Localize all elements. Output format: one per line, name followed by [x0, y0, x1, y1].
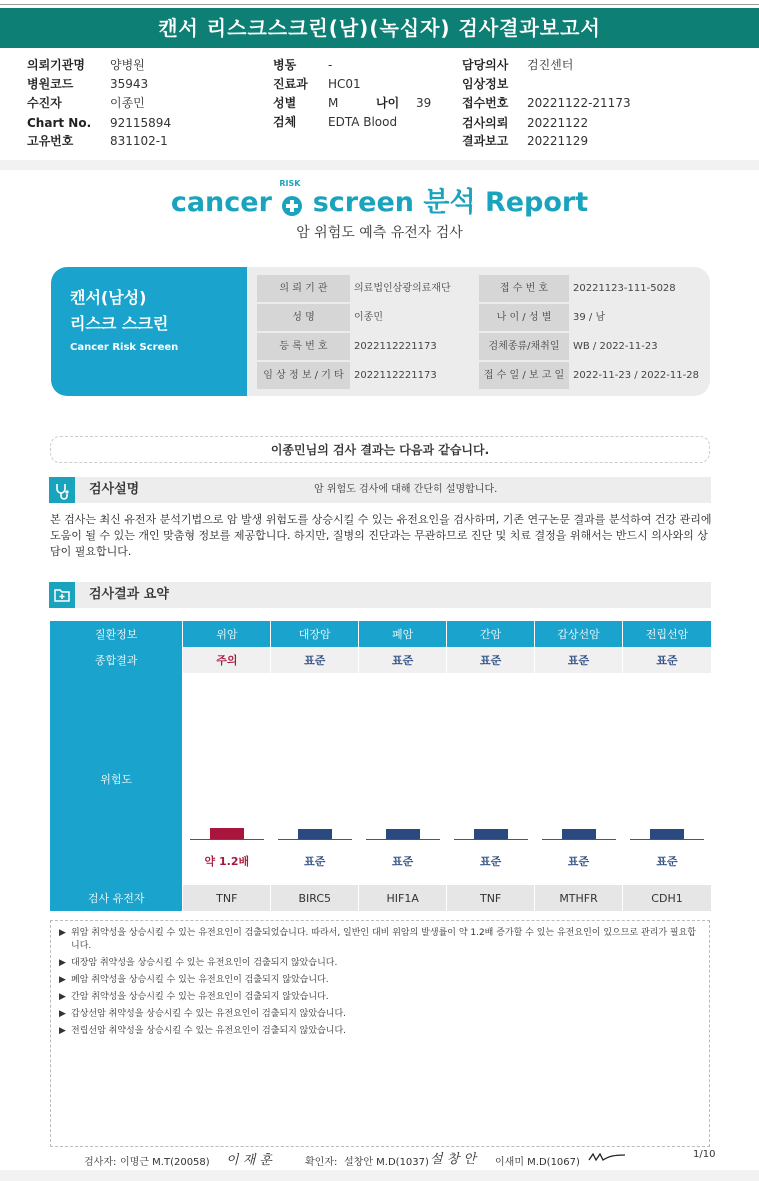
tester-name: 이명근 M.T(20058) [120, 1157, 210, 1168]
report-logo [0, 180, 759, 219]
risk-bar [298, 829, 332, 839]
header-value: 20221122 [527, 116, 589, 130]
col-header: 위암 [183, 621, 271, 647]
info-row [257, 304, 707, 331]
col-header: 대장암 [271, 621, 359, 647]
banner-title-1: 캔서(남성) [70, 288, 147, 307]
header-separator [0, 160, 759, 170]
info-value: 2022-11-23 / 2022-11-28 [573, 370, 699, 381]
section-subtitle: 암 위험도 검사에 대해 간단히 설명합니다. [314, 484, 498, 495]
risk-bar [474, 829, 508, 839]
info-value: 이종민 [354, 312, 383, 323]
plus-circle-icon [281, 195, 303, 217]
header-key: 접수번호 [462, 96, 509, 110]
col-header: 갑상선암 [535, 621, 623, 647]
greeting-message: 이종민님의 검사 결과는 다음과 같습니다. [50, 436, 710, 463]
risk-label: 표준 [479, 855, 502, 868]
table-header-row [50, 621, 712, 647]
confirm-name-2-text: 이새미 M.D(1067) [495, 1157, 580, 1168]
confirm-name-1: 설창안 M.D(1037) [344, 1157, 429, 1168]
triangle-bullet-icon: ▶ [59, 958, 66, 968]
row-label-disease: 질환정보 [50, 621, 183, 647]
section-result-summary [49, 582, 711, 608]
risk-cell [623, 673, 712, 885]
note-text: 갑상선암 취약성을 상승시킬 수 있는 유전요인이 검출되지 않았습니다. [71, 1009, 347, 1019]
risk-label: 표준 [656, 855, 678, 868]
summary-cell: 표준 [271, 647, 359, 673]
header-value: 92115894 [110, 116, 172, 130]
triangle-bullet-icon: ▶ [59, 1009, 66, 1019]
header-key: 담당의사 [462, 58, 509, 72]
risk-baseline [542, 839, 616, 840]
col-header: 전립선암 [623, 621, 712, 647]
info-label: 등 록 번 호 [257, 333, 350, 360]
info-value: 20221123-111-5028 [573, 283, 676, 294]
report-title: 캔서 리스크스크린(남)(녹십자) 검사결과보고서 [0, 8, 759, 48]
risk-label: 약 1.2배 [204, 855, 250, 868]
note-item [59, 1008, 701, 1021]
triangle-bullet-icon: ▶ [59, 1026, 66, 1036]
test-description: 본 검사는 최신 유전자 분석기법으로 암 발생 위험도를 상승시킬 수 있는 유전요인을 검사하며, 기존 연구논문 결과를 분석하여 건강 관리에 도움이 될 수 있는 개인 맞춤형 정보를 제공합니다. 하지만, 질병의 진단과는 무관하므로 진단 및 치료 결정을 위해서는 반드시 의사와의 상담이 필요합니다. [50, 513, 712, 558]
summary-cell: 표준 [623, 647, 712, 673]
info-row [257, 362, 707, 389]
header-key: 성별 [273, 96, 297, 110]
info-value: 의료법인삼광의료재단 [354, 283, 451, 294]
col-header: 간암 [447, 621, 535, 647]
risk-baseline [278, 839, 352, 840]
note-text: 위암 취약성을 상승시킬 수 있는 유전요인이 검출되었습니다. 따라서, 일반인 대비 위암의 발생률이 약 1.2배 증가할 수 있는 유전요인이 있으므로 관리가 필요합니다. [71, 928, 696, 951]
row-label-risk: 위험도 [50, 673, 183, 885]
risk-label: 표준 [392, 855, 414, 868]
header-key: 검체 [273, 115, 297, 129]
risk-label: 표준 [304, 855, 326, 868]
logo-cancer: cancer [170, 187, 272, 218]
header-value: 831102-1 [110, 134, 168, 148]
header-key: 의뢰기관명 [27, 58, 85, 72]
confirm-signature-1: 설 창 안 [430, 1152, 476, 1167]
header-key: 고유번호 [27, 134, 74, 148]
gene-cell: BIRC5 [271, 885, 359, 911]
info-row [257, 275, 707, 302]
info-box [51, 267, 710, 396]
info-label: 임 상 정 보 / 기 타 [257, 362, 350, 389]
summary-cell: 표준 [359, 647, 447, 673]
note-text: 전립선암 취약성을 상승시킬 수 있는 유전요인이 검출되지 않았습니다. [71, 1026, 347, 1036]
section-test-description [49, 477, 711, 503]
risk-baseline [366, 839, 440, 840]
info-label: 접 수 일 / 보 고 일 [479, 362, 569, 389]
signature-scribble-icon [587, 1150, 627, 1164]
banner-title-3: Cancer Risk Screen [70, 342, 179, 353]
info-label: 의 뢰 기 관 [257, 275, 350, 302]
row-label-gene: 검사 유전자 [50, 885, 183, 911]
triangle-bullet-icon: ▶ [59, 992, 66, 1002]
gene-cell: HIF1A [359, 885, 447, 911]
note-text: 폐암 취약성을 상승시킬 수 있는 유전요인이 검출되지 않았습니다. [71, 975, 329, 985]
header-key: 병동 [273, 58, 297, 72]
header-value: M [328, 96, 339, 110]
gene-cell: MTHFR [535, 885, 623, 911]
risk-baseline [630, 839, 704, 840]
header-value: 20221122-21173 [527, 96, 631, 110]
header-value: 35943 [110, 77, 149, 91]
info-value: 2022112221173 [354, 341, 437, 352]
section-title: 검사설명 [89, 482, 140, 497]
gene-cell: CDH1 [623, 885, 712, 911]
logo-screen: screen [312, 187, 414, 218]
row-label-summary: 종합결과 [50, 647, 183, 673]
banner-title-2: 리스크 스크린 [70, 314, 169, 333]
col-header: 폐암 [359, 621, 447, 647]
summary-cell: 표준 [447, 647, 535, 673]
note-text: 간암 취약성을 상승시킬 수 있는 유전요인이 검출되지 않았습니다. [71, 992, 329, 1002]
result-notes [50, 920, 710, 1147]
summary-cell: 표준 [535, 647, 623, 673]
risk-cell [359, 673, 447, 885]
note-text: 대장암 취약성을 상승시킬 수 있는 유전요인이 검출되지 않았습니다. [71, 958, 338, 968]
risk-baseline [190, 839, 264, 840]
header-value: EDTA Blood [328, 115, 398, 129]
note-item [59, 957, 701, 970]
note-item [59, 991, 701, 1004]
risk-bar [210, 828, 244, 839]
risk-cell [535, 673, 623, 885]
header-value: 양병원 [110, 58, 145, 72]
info-value: 39 / 남 [573, 312, 606, 323]
header-key: 진료과 [273, 77, 308, 91]
triangle-bullet-icon: ▶ [59, 928, 66, 938]
header-key: 검사의뢰 [462, 116, 509, 130]
risk-bar [562, 829, 596, 839]
info-label: 나 이 / 성 별 [479, 304, 569, 331]
info-label: 접 수 번 호 [479, 275, 569, 302]
risk-cell [183, 673, 271, 885]
age-key: 나이 [376, 96, 400, 110]
header-value: HC01 [328, 77, 361, 91]
summary-row [50, 647, 712, 673]
report-subtitle: 암 위험도 예측 유전자 검사 [296, 225, 463, 241]
risk-label: 표준 [567, 855, 590, 868]
info-value: WB / 2022-11-23 [573, 341, 658, 352]
folder-plus-icon [49, 582, 75, 608]
confirm-name-2 [495, 1153, 580, 1168]
confirm-label: 확인자: [305, 1157, 338, 1168]
gene-cell: TNF [183, 885, 271, 911]
page-number: 1/10 [693, 1149, 716, 1160]
gene-cell: TNF [447, 885, 535, 911]
info-label: 검체종류/채취일 [479, 333, 569, 360]
stethoscope-icon [49, 477, 75, 503]
age-value: 39 [416, 96, 432, 110]
risk-cell [447, 673, 535, 885]
result-table [50, 621, 712, 911]
tester-signature: 이 재 훈 [226, 1153, 272, 1168]
info-value: 2022112221173 [354, 370, 437, 381]
section-title: 검사결과 요약 [89, 587, 169, 602]
header-key: 결과보고 [462, 134, 509, 148]
info-label: 성 명 [257, 304, 350, 331]
logo-risk-text: RISK [279, 178, 301, 188]
risk-baseline [454, 839, 528, 840]
logo-risk-mark [279, 178, 303, 215]
note-item [59, 1025, 701, 1038]
summary-cell: 주의 [183, 647, 271, 673]
risk-row [50, 673, 712, 885]
header-key: 병원코드 [27, 77, 74, 91]
triangle-bullet-icon: ▶ [59, 975, 66, 985]
header-value: 이종민 [110, 96, 145, 110]
header-value: 20221129 [527, 134, 589, 148]
header-value: 검진센터 [527, 58, 574, 72]
risk-cell [271, 673, 359, 885]
info-box-banner [51, 267, 247, 396]
header-key: 수진자 [27, 96, 62, 110]
note-item [59, 974, 701, 987]
gene-row [50, 885, 712, 911]
header-key: 임상정보 [462, 77, 509, 91]
logo-report: 분석 Report [423, 187, 589, 218]
header-value: - [328, 58, 333, 72]
header-key: Chart No. [27, 116, 92, 130]
note-item [59, 927, 701, 953]
top-rule [0, 4, 759, 5]
risk-bar [650, 829, 684, 839]
info-row [257, 333, 707, 360]
bottom-separator [0, 1170, 759, 1181]
tester-label: 검사자: [84, 1157, 117, 1168]
risk-bar [386, 829, 420, 839]
